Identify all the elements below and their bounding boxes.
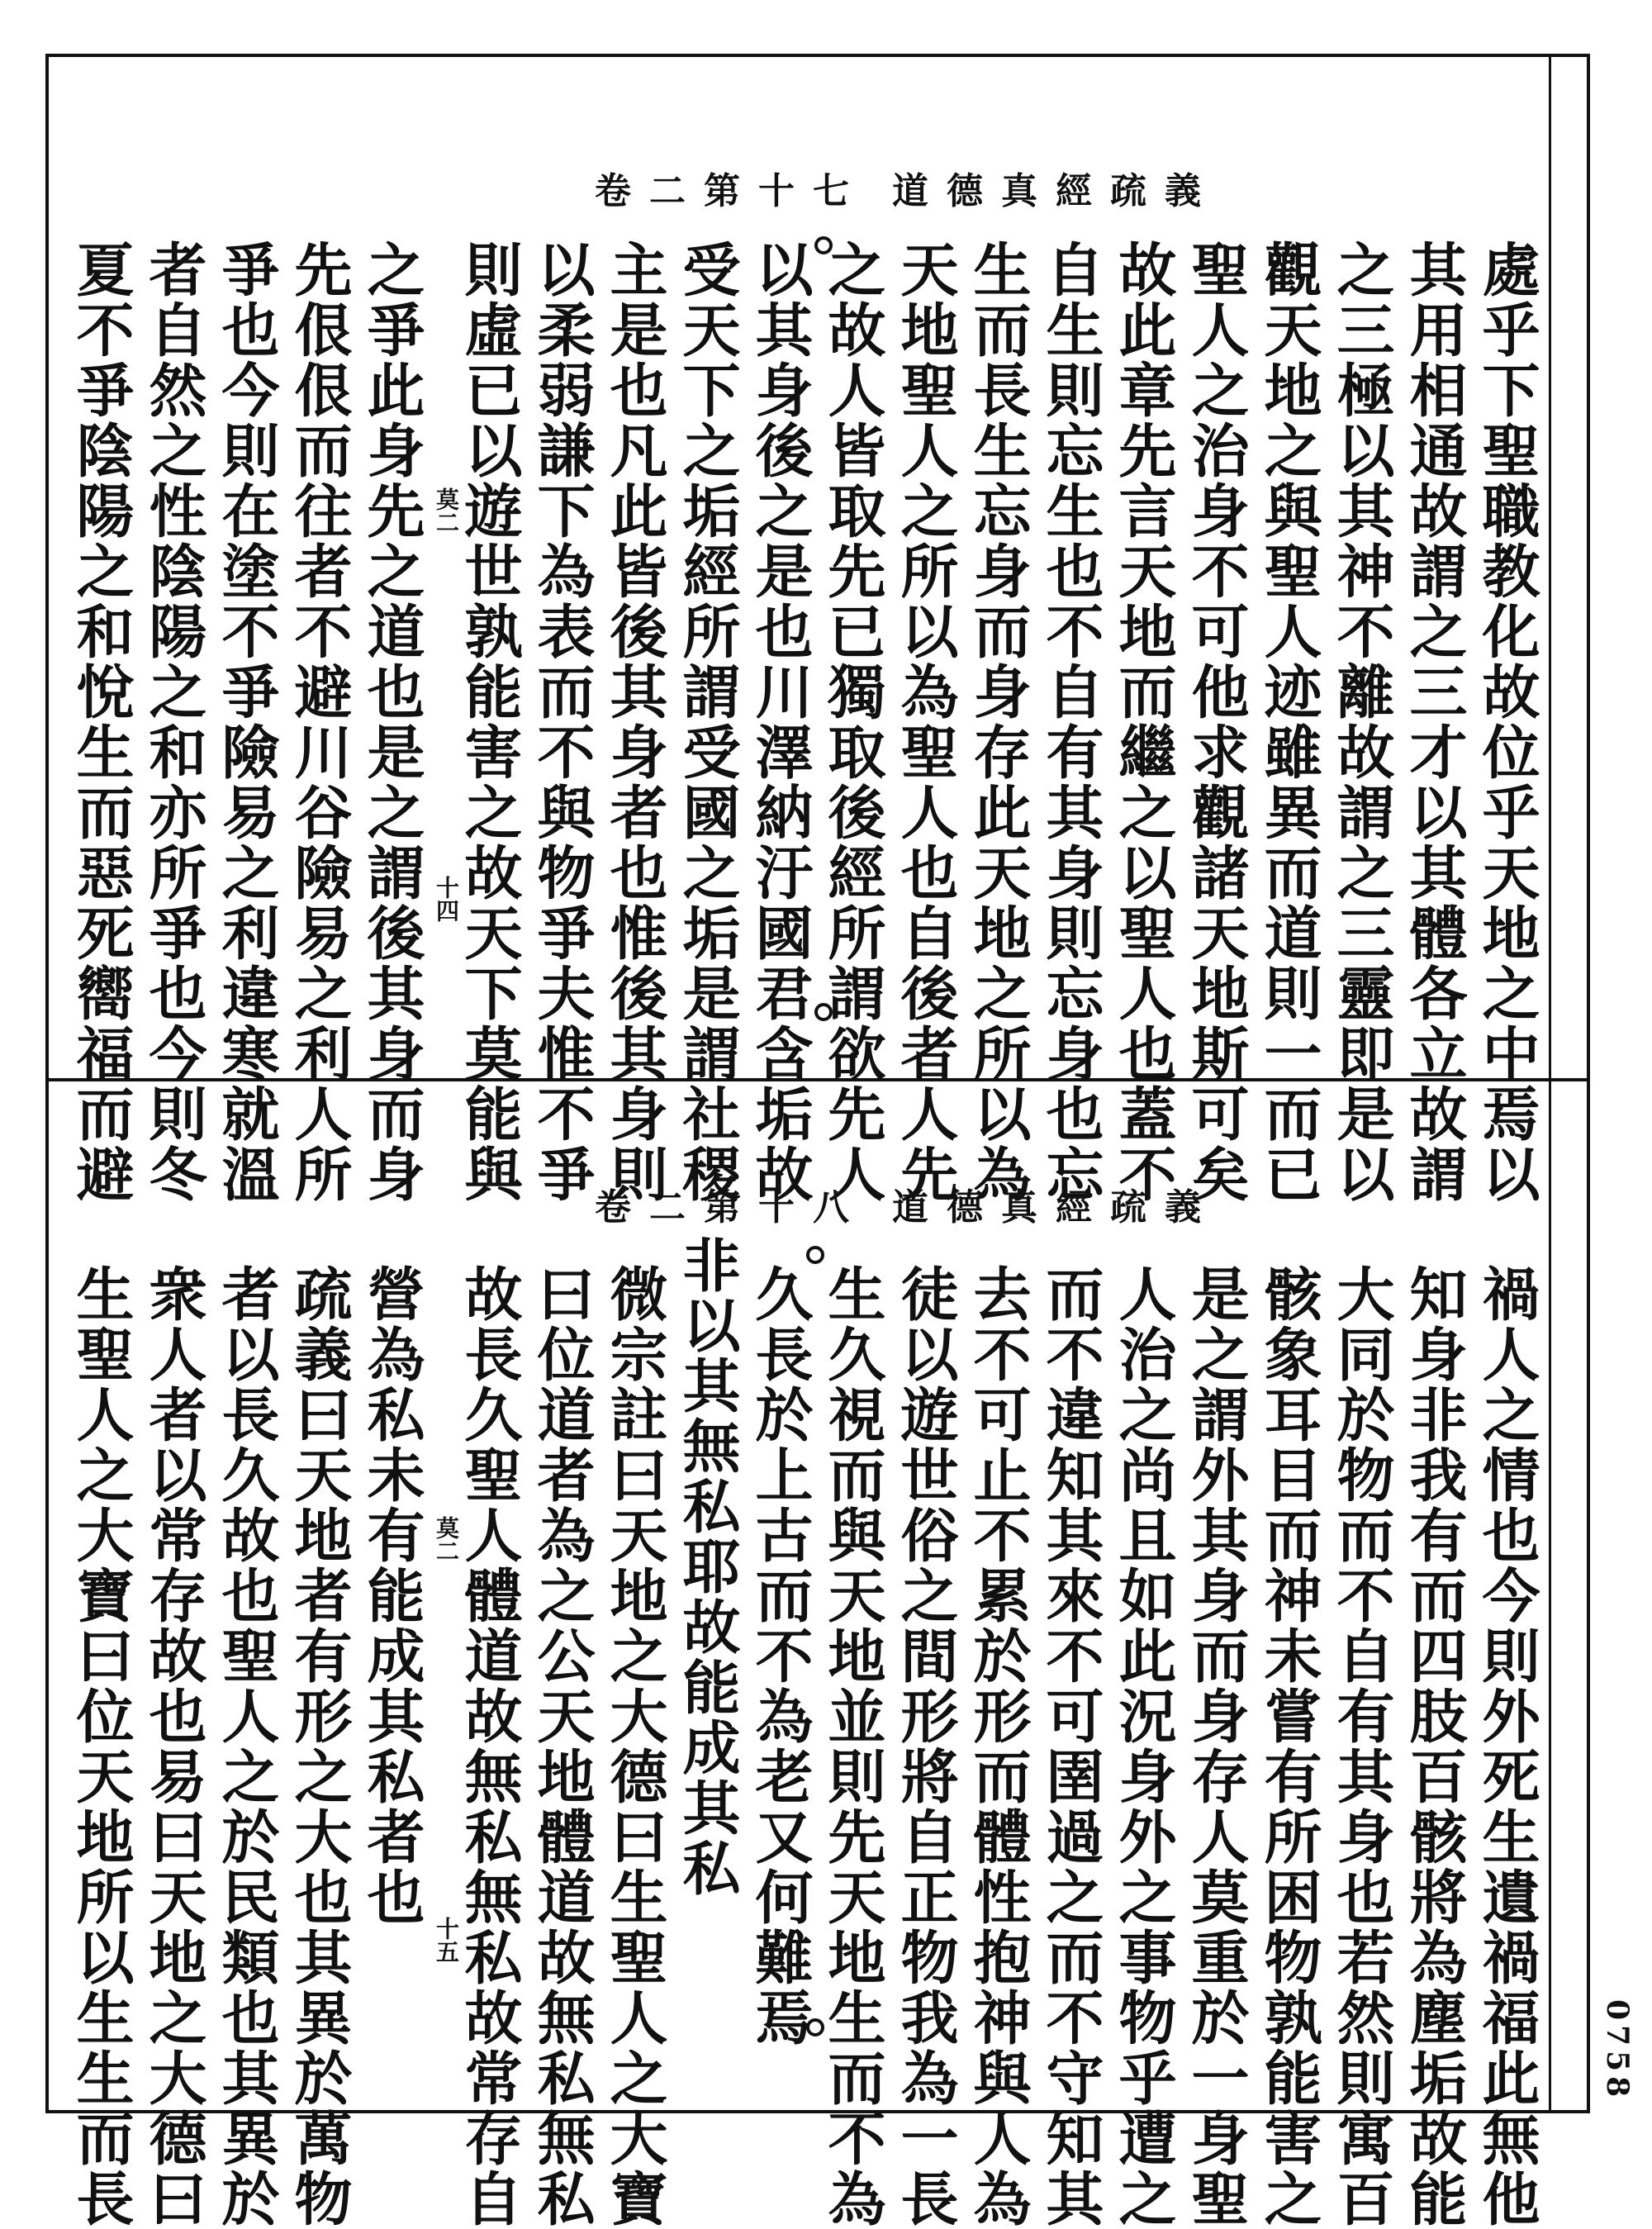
text-column: 禍人之情也今則外死生遺禍福此無他 [1473, 1264, 1541, 2229]
text-column: 去不可止不累於形而體性抱神與人為 [964, 1264, 1032, 2229]
text-column: 受天下之垢經所謂受國之垢是謂社稷 [673, 240, 742, 1205]
margin-note: 莫二 [433, 1516, 460, 1562]
text-column: 處乎下聖職教化故位乎天地之中焉以 [1473, 240, 1541, 1205]
bottom-header-title: 道德真經疏義 [892, 1186, 1219, 1229]
text-column: 故長久聖人體道故無私無私故常存自 [455, 1264, 524, 2229]
text-column: 爭也今則在塗不爭險易之利違寒就溫 [212, 240, 281, 1205]
circle-marker-icon [814, 236, 833, 254]
text-column: 其用相通故謂之三才以其體各立故謂 [1400, 240, 1469, 1205]
circle-marker-icon [806, 1246, 824, 1264]
text-column: 觀天地之與聖人迹雖異而道則一而已 [1255, 240, 1323, 1205]
text-column: 人治之尚且如此況身外之事物乎遭之 [1109, 1264, 1178, 2229]
text-column: 之故人皆取先已獨取後經所謂欲先人 [819, 240, 887, 1205]
text-column: 疏義曰天地者有形之大也其異於萬物 [285, 1264, 354, 2229]
bottom-header-volume: 卷二第十八 [595, 1186, 867, 1229]
margin-note: 莫二 [433, 487, 460, 534]
text-column: 營為私未有能成其私者也 [358, 1264, 426, 1927]
text-column: 以其身後之是也川澤納汙國君含垢故 [746, 240, 814, 1205]
text-column: 是之謂外其身而身存人莫重於一身聖 [1182, 1264, 1251, 2229]
text-column: 骸象耳目而神未嘗有所困物孰能害之 [1255, 1264, 1323, 2229]
page-number: 0758 [1600, 1999, 1635, 2103]
text-column: 曰位道者為之公天地體道故無私無私 [528, 1264, 596, 2229]
text-column: 先佷佷而往者不避川谷險易之利人所 [285, 240, 354, 1205]
top-header [165, 161, 1487, 211]
text-column: 而不違知其來不可圉過之而不守知其 [1037, 1264, 1105, 2229]
circle-marker-icon [806, 2018, 824, 2037]
text-column: 生聖人之大寶曰位天地所以生生而長 [67, 1264, 135, 2229]
text-column: 徒以遊世俗之間形將自正物我為一長 [891, 1264, 960, 2229]
margin-note: 十四 [433, 876, 460, 922]
top-header-volume: 卷二第十七 [595, 170, 867, 212]
text-column: 生久視而與天地並則先天地生而不為 [819, 1264, 887, 2229]
text-column: 衆人者以常存故也易曰天地之大德曰 [140, 1264, 208, 2229]
text-column: 非以其無私耶故能成其私 [673, 1235, 742, 1899]
text-column: 則虛已以遊世孰能害之故天下莫能與 [455, 240, 524, 1205]
text-column: 微宗註曰天地之大德曰生聖人之大寶 [601, 1264, 669, 2229]
text-column: 者自然之性陰陽之和亦所爭也今則冬 [140, 240, 208, 1205]
margin-note: 十五 [433, 1917, 460, 1963]
text-column: 大同於物而不自有其身也若然則寓百 [1327, 1264, 1396, 2229]
text-column: 久長於上古而不為老又何難焉 [746, 1264, 814, 2048]
right-edge-rule [1549, 54, 1551, 2113]
text-column: 之三極以其神不離故謂之三靈即是以 [1327, 240, 1396, 1205]
text-column: 主是也凡此皆後其身者也惟後其身則 [601, 240, 669, 1205]
text-column: 者以長久故也聖人之於民類也其異於 [212, 1264, 281, 2229]
text-column: 自生則忘生也不自有其身則忘身也忘 [1037, 240, 1105, 1205]
text-column: 以柔弱謙下為表而不與物爭夫惟不爭 [528, 240, 596, 1205]
text-column: 天地聖人之所以為聖人也自後者人先 [891, 240, 960, 1205]
top-header-title: 道德真經疏義 [892, 170, 1219, 212]
text-column: 聖人之治身不可他求觀諸天地斯可矣 [1182, 240, 1251, 1205]
circle-marker-icon [814, 1003, 833, 1021]
text-column: 故此章先言天地而繼之以聖人也蓋不 [1109, 240, 1178, 1205]
text-column: 知身非我有而四肢百骸將為塵垢故能 [1400, 1264, 1469, 2229]
text-column: 生而長生忘身而身存此天地之所以為 [964, 240, 1032, 1205]
text-column: 之爭此身先之道也是之謂後其身而身 [358, 240, 426, 1205]
text-column: 夏不爭陰陽之和悅生而惡死嚮福而避 [67, 240, 135, 1205]
